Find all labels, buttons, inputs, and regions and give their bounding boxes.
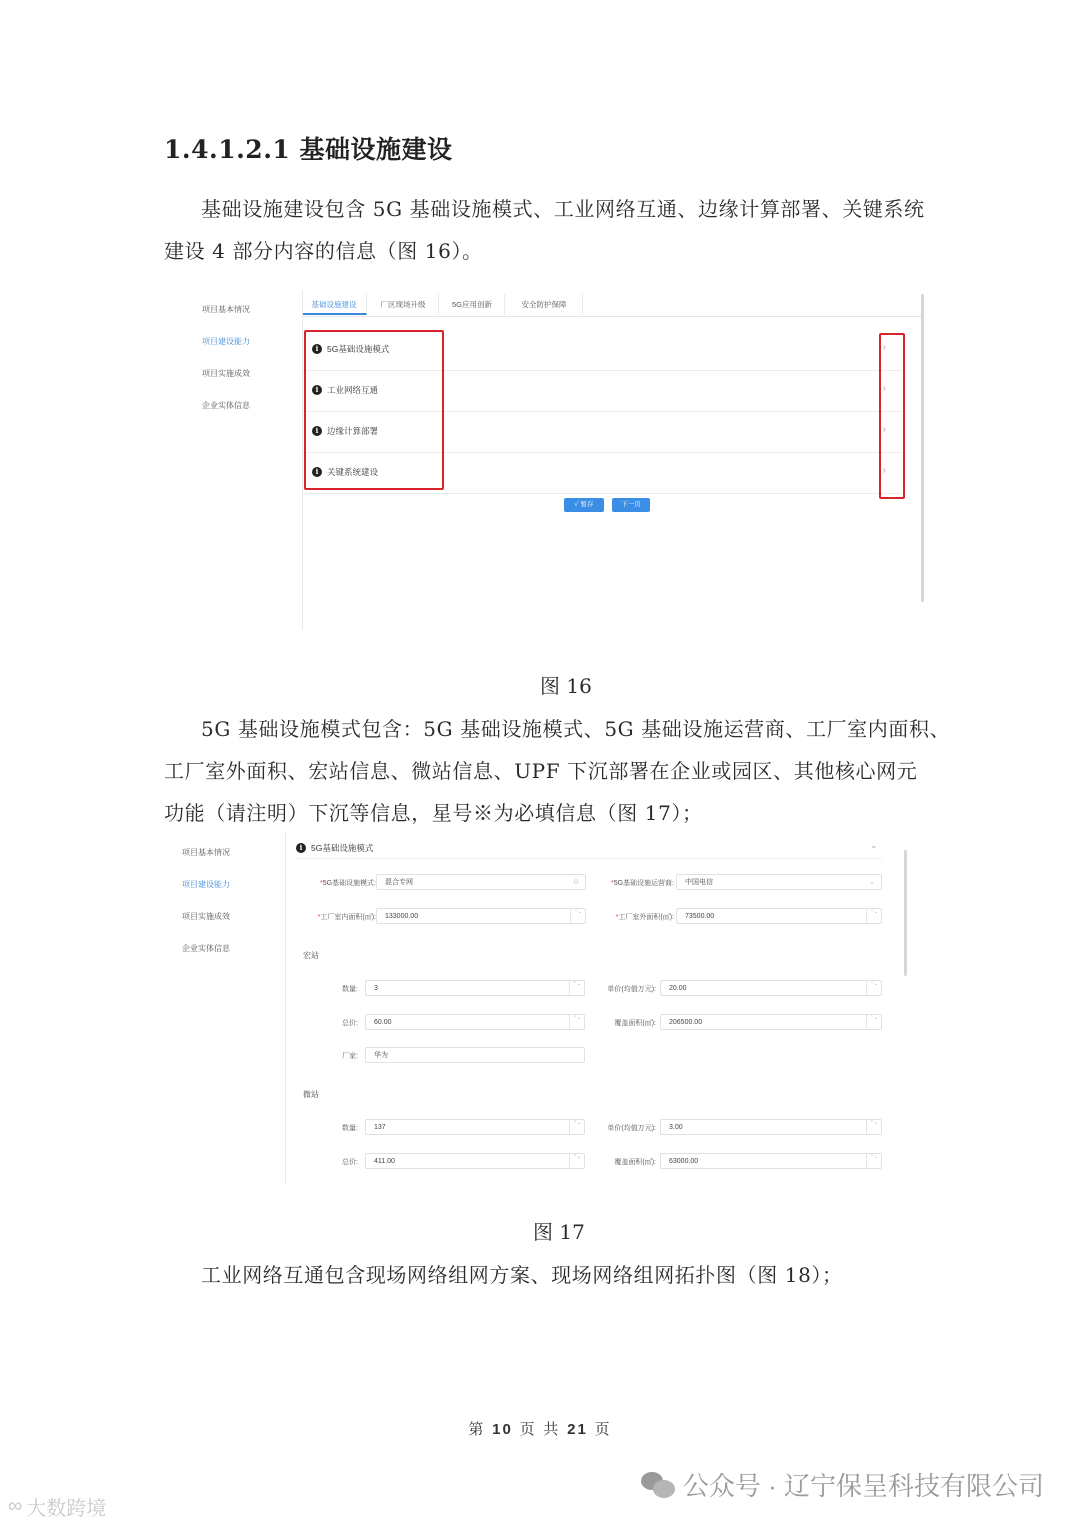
- figure-17-caption: 图 17: [533, 1220, 585, 1244]
- stepper-icon: ⌃⌄: [570, 909, 585, 923]
- paragraph-1-line-2: 建设 4 部分内容的信息（图 16）。: [164, 239, 483, 263]
- info-icon: i: [312, 467, 322, 477]
- sidebar-item-results[interactable]: 项目实施成效: [202, 369, 250, 378]
- scrollbar[interactable]: [904, 850, 907, 976]
- micro-total-input[interactable]: 411.00 ⌃⌄: [365, 1153, 585, 1169]
- section-header[interactable]: [296, 842, 373, 854]
- micro-total-label: 总价:: [342, 1159, 358, 1166]
- info-icon: i: [296, 843, 306, 853]
- macro-qty-input[interactable]: 3 ⌃⌄: [365, 980, 585, 996]
- micro-unit-price-label: 单价(均值万元):: [607, 1125, 656, 1132]
- paragraph-3: 工业网络互通包含现场网络组网方案、现场网络组网拓扑图（图 18）；: [201, 1263, 843, 1287]
- paragraph-1-line-1: 基础设施建设包含 5G 基础设施模式、工业网络互通、边缘计算部署、关键系统: [201, 197, 925, 221]
- watermark-text: 公众号 · 辽宁保呈科技有限公司: [682, 1471, 1044, 1501]
- info-icon: i: [312, 426, 322, 436]
- sidebar-item-capability[interactable]: 项目建设能力: [182, 880, 230, 889]
- chevron-down-icon: ⌄: [869, 879, 875, 886]
- sidebar-item-basic-info[interactable]: 项目基本情况: [202, 305, 250, 314]
- field-label-operator: *5G基础设施运营商:: [610, 880, 674, 887]
- tab-factory-upgrade[interactable]: 厂区现场升级: [368, 294, 439, 315]
- paragraph-2-line-2: 工厂室外面积、宏站信息、微站信息、UPF 下沉部署在企业或园区、其他核心网元: [164, 759, 918, 783]
- stepper-icon: ⌃⌄: [866, 1120, 881, 1134]
- stepper-icon: ⌃⌄: [866, 909, 881, 923]
- stepper-icon: ⌃⌄: [569, 1154, 584, 1168]
- tab-security[interactable]: 安全防护保障: [506, 294, 583, 315]
- sidebar-item-capability[interactable]: 项目建设能力: [202, 337, 250, 346]
- stepper-icon: ⌃⌄: [569, 981, 584, 995]
- chevron-right-icon[interactable]: ›: [882, 424, 886, 435]
- micro-area-input[interactable]: 63000.00 ⌃⌄: [660, 1153, 882, 1169]
- corner-watermark: ∞ 大数跨境: [8, 1495, 107, 1520]
- stepper-icon: ⌃⌄: [866, 981, 881, 995]
- sidebar-item-basic-info[interactable]: 项目基本情况: [182, 848, 230, 857]
- chevron-right-icon[interactable]: ›: [882, 383, 886, 394]
- tab-5g-innovation[interactable]: 5G应用创新: [440, 294, 505, 315]
- macro-vendor-label: 厂家:: [342, 1053, 358, 1060]
- page-number: 第 10 页 共 21 页: [468, 1420, 612, 1438]
- section-title: 5G基础设施模式: [311, 843, 374, 853]
- macro-area-label: 覆盖面积(㎡):: [614, 1020, 656, 1027]
- info-icon: i: [312, 344, 322, 354]
- divider: [296, 858, 882, 859]
- clear-icon: ⊙: [573, 879, 579, 886]
- figure-16-caption: 图 16: [540, 674, 592, 698]
- operator-select[interactable]: 中国电信 ⌄: [676, 874, 882, 890]
- tab-infrastructure[interactable]: 基础设施建设: [302, 294, 367, 315]
- macro-station-title: 宏站: [303, 951, 319, 960]
- section-heading: 1.4.1.2.1 基础设施建设: [164, 135, 453, 164]
- stepper-icon: ⌃⌄: [569, 1015, 584, 1029]
- macro-total-label: 总价:: [342, 1020, 358, 1027]
- macro-unit-price-input[interactable]: 20.00 ⌃⌄: [660, 980, 882, 996]
- 5g-mode-select[interactable]: 混合专网 ⊙: [376, 874, 586, 890]
- field-label-outdoor-area: *工厂室外面积(㎡):: [615, 914, 674, 921]
- link-icon: ∞: [8, 1495, 23, 1517]
- outdoor-area-input[interactable]: 73500.00 ⌃⌄: [676, 908, 882, 924]
- row-label: 工业网络互通: [327, 385, 379, 395]
- highlight-box-chevrons: [879, 333, 905, 499]
- scrollbar[interactable]: [921, 294, 924, 602]
- stepper-icon: ⌃⌄: [866, 1154, 881, 1168]
- content-divider: [285, 832, 286, 1184]
- figure-17-screenshot: [170, 832, 910, 1184]
- micro-station-title: 微站: [303, 1090, 319, 1099]
- content-divider: [302, 290, 303, 630]
- sidebar-item-entity-info[interactable]: 企业实体信息: [202, 401, 250, 410]
- paragraph-2-line-1: 5G 基础设施模式包含：5G 基础设施模式、5G 基础设施运营商、工厂室内面积、: [201, 717, 951, 741]
- row-label: 边缘计算部署: [327, 426, 379, 436]
- macro-area-input[interactable]: 206500.00 ⌃⌄: [660, 1014, 882, 1030]
- highlight-box-labels: [304, 330, 444, 490]
- row-label: 5G基础设施模式: [327, 344, 390, 354]
- macro-unit-price-label: 单价(均值万元):: [607, 986, 656, 993]
- sidebar-item-results[interactable]: 项目实施成效: [182, 912, 230, 921]
- tab-bar: [302, 294, 924, 317]
- stepper-icon: ⌃⌄: [569, 1120, 584, 1134]
- micro-qty-label: 数量:: [342, 1125, 358, 1132]
- micro-qty-input[interactable]: 137 ⌃⌄: [365, 1119, 585, 1135]
- chevron-right-icon[interactable]: ›: [882, 342, 886, 353]
- macro-vendor-input[interactable]: 华为: [365, 1047, 585, 1063]
- next-page-button[interactable]: 下一页: [612, 498, 650, 512]
- chevron-down-icon[interactable]: ⌄: [870, 840, 878, 850]
- row-label: 关键系统建设: [327, 467, 379, 477]
- field-label-indoor-area: *工厂室内面积(㎡):: [317, 914, 376, 921]
- indoor-area-input[interactable]: 133000.00 ⌃⌄: [376, 908, 586, 924]
- stepper-icon: ⌃⌄: [866, 1015, 881, 1029]
- sidebar-item-entity-info[interactable]: 企业实体信息: [182, 944, 230, 953]
- wechat-icon: [641, 1470, 675, 1500]
- macro-qty-label: 数量:: [342, 986, 358, 993]
- macro-total-input[interactable]: 60.00 ⌃⌄: [365, 1014, 585, 1030]
- field-label-5g-mode: *5G基础设施模式:: [319, 880, 376, 887]
- info-icon: i: [312, 385, 322, 395]
- paragraph-2-line-3: 功能（请注明）下沉等信息，星号※为必填信息（图 17）；: [164, 801, 703, 825]
- save-draft-button[interactable]: ✓ 暂存: [564, 498, 604, 512]
- watermark: [641, 1466, 1044, 1503]
- micro-area-label: 覆盖面积(㎡):: [614, 1159, 656, 1166]
- micro-unit-price-input[interactable]: 3.00 ⌃⌄: [660, 1119, 882, 1135]
- figure-16-screenshot: [190, 290, 930, 630]
- chevron-right-icon[interactable]: ›: [882, 465, 886, 476]
